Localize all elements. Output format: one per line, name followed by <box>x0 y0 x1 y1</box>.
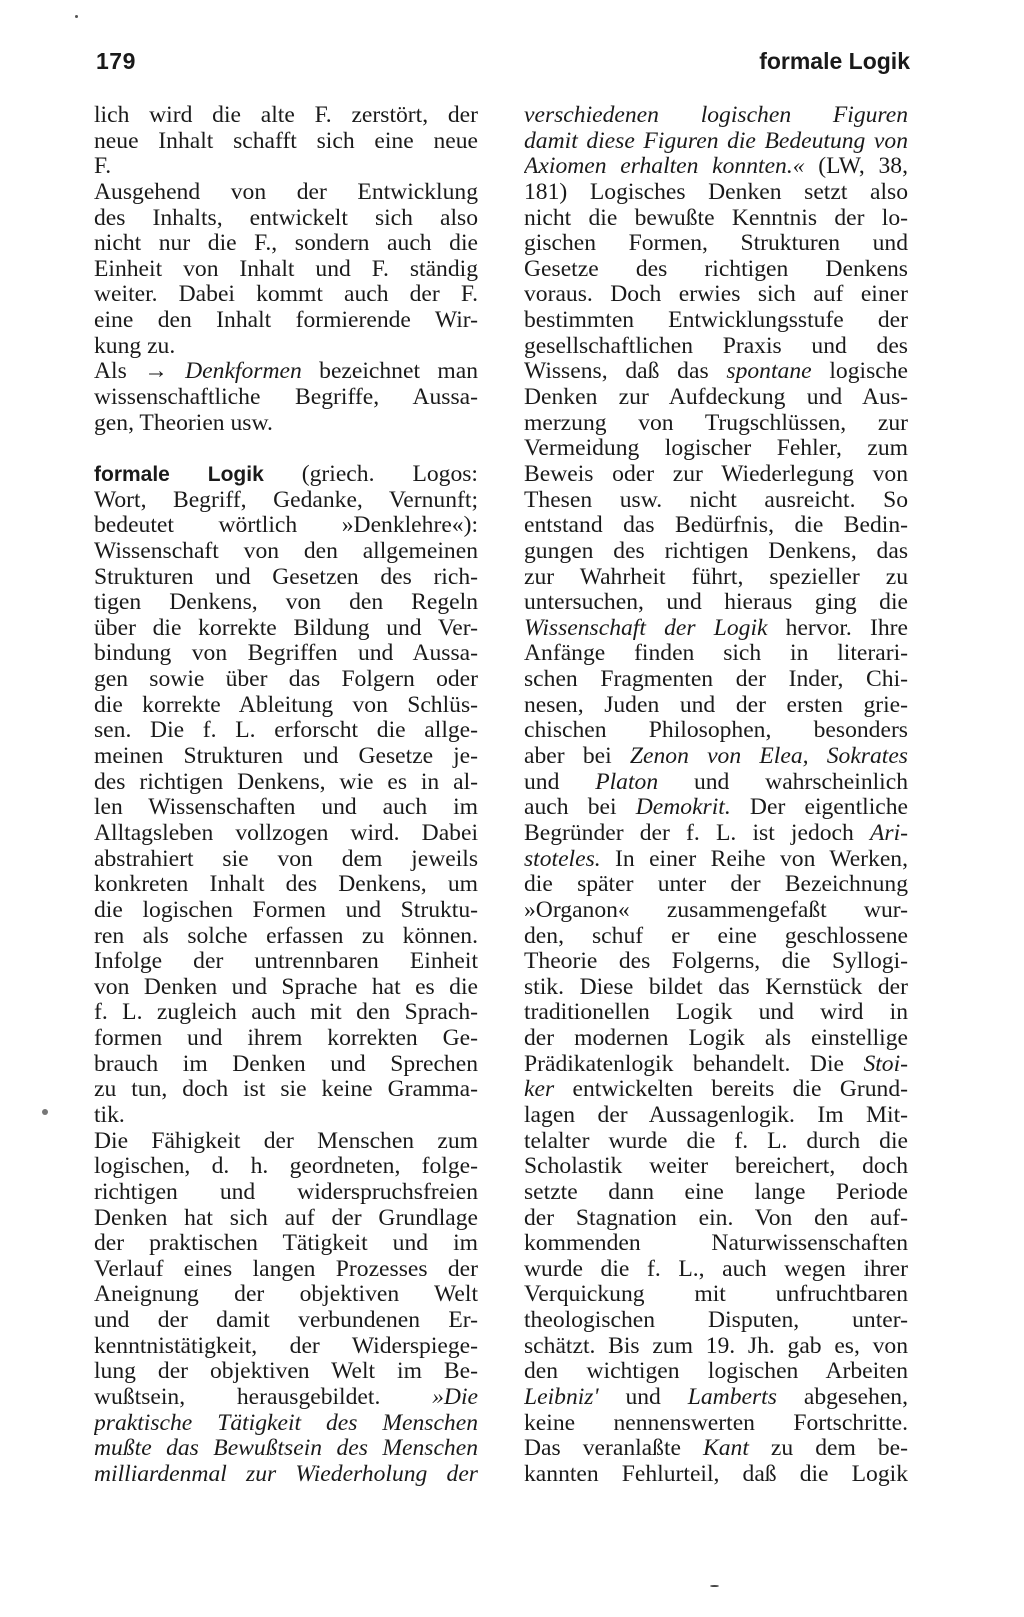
line-text: gesellschaftlichen Praxis und des <box>524 333 908 359</box>
text-line <box>94 1103 478 1129</box>
italic-text: milliardenmal zur Wiederholung der <box>94 1461 478 1487</box>
line-text: Die Fähigkeit der Menschen zum <box>94 1128 478 1154</box>
line-text: logische <box>811 359 908 385</box>
line-text: abgesehen, <box>776 1385 908 1411</box>
text-line <box>94 1052 478 1078</box>
text-line <box>524 1334 908 1360</box>
line-text: Vermeidung logischer Fehler, zum <box>524 436 908 462</box>
text-line <box>94 488 478 514</box>
line-text: »Organon« zusammengefaßt wur- <box>524 897 908 923</box>
line-text: Wort, Begriff, Gedanke, Vernunft; <box>94 487 478 513</box>
line-text: ren als solche erfassen zu können. <box>94 923 478 949</box>
line-text: den wichtigen logischen Arbeiten <box>524 1359 908 1385</box>
text-line <box>524 513 908 539</box>
line-text: Wissens, daß das <box>524 359 727 385</box>
text-line <box>524 1385 908 1411</box>
text-line <box>524 1206 908 1232</box>
text-line <box>524 693 908 719</box>
text-line <box>524 154 908 180</box>
line-text: chischen Philosophen, besonders <box>524 718 908 744</box>
text-line <box>94 693 478 719</box>
line-text: der Stagnation ein. Von den auf- <box>524 1205 908 1231</box>
text-line <box>94 257 478 283</box>
line-text: voraus. Doch erwies sich auf einer <box>524 282 908 308</box>
text-line <box>524 334 908 360</box>
scan-speck <box>42 1109 48 1115</box>
italic-text: Stoi- <box>863 1051 908 1077</box>
line-text: In einer Reihe von Werken, <box>600 846 908 872</box>
text-line <box>524 1180 908 1206</box>
line-text: bindung von Begriffen und Aussa- <box>94 641 478 667</box>
line-text: und wahrscheinlich <box>658 769 908 795</box>
text-line <box>524 1282 908 1308</box>
italic-text: Axiomen erhalten konnten.« <box>524 154 805 180</box>
line-text: aber bei <box>524 744 630 770</box>
line-text: Verquickung mit unfruchtbaren <box>524 1282 908 1308</box>
line-text: nicht die bewußte Kenntnis der lo- <box>524 205 908 231</box>
line-text: wissenschaftliche Begriffe, Aussa- <box>94 385 478 411</box>
italic-text: Platon <box>595 769 659 795</box>
line-text: lich wird die alte F. zerstört, der <box>94 103 478 128</box>
line-text: Alltagsleben vollzogen wird. Dabei <box>94 820 478 846</box>
line-text: und der damit verbundenen Er- <box>94 1308 478 1334</box>
text-line <box>94 821 478 847</box>
line-text: sen. Die f. L. erforscht die allge- <box>94 718 478 744</box>
text-line <box>524 744 908 770</box>
line-text: Als → <box>94 359 186 385</box>
line-text: über die korrekte Bildung und Ver- <box>94 615 478 641</box>
line-text: Verlauf eines langen Prozesses der <box>94 1256 478 1282</box>
text-line <box>94 1462 478 1488</box>
line-text: untersuchen, und hieraus ging die <box>524 590 908 616</box>
text-line <box>524 565 908 591</box>
line-text: traditionellen Logik und wird in <box>524 1000 908 1026</box>
text-line <box>94 282 478 308</box>
line-text: merzung von Trugschlüssen, zur <box>524 410 908 436</box>
text-line <box>524 924 908 950</box>
line-text: bezeichnet man <box>301 359 478 385</box>
italic-text: damit diese Figuren die Bedeutung von <box>524 128 908 154</box>
text-line <box>524 847 908 873</box>
text-line <box>94 1154 478 1180</box>
text-line <box>94 1436 478 1462</box>
text-line <box>524 1436 908 1462</box>
text-line <box>524 667 908 693</box>
text-line <box>524 795 908 821</box>
text-line <box>94 795 478 821</box>
text-line <box>94 1129 478 1155</box>
line-text: des Inhalts, entwickelt sich also <box>94 205 478 231</box>
italic-text: verschiedenen logischen Figuren <box>524 103 908 128</box>
line-text: kung zu. <box>94 332 176 359</box>
line-text: Wissenschaft von den allgemeinen <box>94 538 478 564</box>
line-text: gungen des richtigen Denkens, das <box>524 538 908 564</box>
text-line <box>524 975 908 1001</box>
text-line <box>94 616 478 642</box>
line-text: und <box>598 1385 688 1411</box>
line-text: wurde die f. L., auch wegen ihrer <box>524 1256 908 1282</box>
line-text: entstand das Bedürfnis, die Bedin- <box>524 513 908 539</box>
line-text: Der eigentliche <box>730 795 908 821</box>
text-line <box>94 1334 478 1360</box>
line-text: der modernen Logik als einstellige <box>524 1026 908 1052</box>
line-text: wußtsein, herausgebildet. <box>94 1385 433 1411</box>
line-text: konkreten Inhalt des Denkens, um <box>94 872 478 898</box>
line-text: gen, Theorien usw. <box>94 409 273 436</box>
text-line <box>94 1359 478 1385</box>
line-text: und <box>524 769 596 795</box>
line-text: der praktischen Tätigkeit und im <box>94 1231 478 1257</box>
line-text: len Wissenschaften und auch im <box>94 795 478 821</box>
line-text: die korrekte Ableitung von Schlüs- <box>94 692 478 718</box>
text-line <box>524 770 908 796</box>
italic-text: stoteles. <box>524 846 601 872</box>
text-line <box>94 1180 478 1206</box>
line-text: zu dem be- <box>748 1436 908 1462</box>
text-line <box>94 513 478 539</box>
line-text: abstrahiert sie von dem jeweils <box>94 846 478 872</box>
text-line <box>94 385 478 411</box>
line-text: brauch im Denken und Sprechen <box>94 1051 478 1077</box>
text-line <box>94 565 478 591</box>
line-text: zur Wahrheit führt, spezieller zu <box>524 564 908 590</box>
italic-text: Wissenschaft der Logik <box>524 615 768 641</box>
text-line <box>524 1052 908 1078</box>
text-line <box>94 103 478 129</box>
line-text: entwickelten bereits die Grund- <box>554 1077 908 1103</box>
line-text: die logischen Formen und Struktu- <box>94 897 478 923</box>
line-text: bedeutet wörtlich »Denklehre«): <box>94 513 478 539</box>
line-text: keine nennenswerten Fortschritte. <box>524 1410 908 1436</box>
text-line <box>524 821 908 847</box>
line-text: eine den Inhalt formierende Wir- <box>94 308 478 334</box>
text-line <box>524 1000 908 1026</box>
text-line <box>524 436 908 462</box>
text-line <box>94 334 478 360</box>
line-text: Infolge der untrennbaren Einheit <box>94 949 478 975</box>
left-column <box>94 103 478 1488</box>
text-line <box>524 385 908 411</box>
line-text: lagen der Aussagenlogik. Im Mit- <box>524 1102 908 1128</box>
text-line <box>524 1026 908 1052</box>
text-line <box>524 308 908 334</box>
scan-speck <box>75 15 78 18</box>
line-text: lung der objektiven Welt im Be- <box>94 1359 478 1385</box>
text-line <box>94 1000 478 1026</box>
line-text: theologischen Disputen, unter- <box>524 1308 908 1334</box>
italic-text: praktische Tätigkeit des Menschen <box>94 1410 478 1436</box>
text-line <box>94 1411 478 1437</box>
line-text: Einheit von Inhalt und F. ständig <box>94 256 478 282</box>
text-line <box>524 129 908 155</box>
line-text: von Denken und Sprache hat es die <box>94 974 478 1000</box>
running-head: formale Logik <box>759 48 910 74</box>
text-line <box>94 744 478 770</box>
right-column <box>524 103 908 1488</box>
italic-text: Leibniz' <box>524 1385 599 1411</box>
line-text: telalter wurde die f. L. durch die <box>524 1128 908 1154</box>
italic-text: spontane <box>726 359 812 385</box>
italic-text: mußte das Bewußtsein des Menschen <box>94 1436 478 1462</box>
line-text: Aneignung der objektiven Welt <box>94 1282 478 1308</box>
text-line <box>524 359 908 385</box>
text-line <box>524 616 908 642</box>
line-text: Strukturen und Gesetzen des rich- <box>94 564 478 590</box>
italic-text: Lamberts <box>687 1385 777 1411</box>
line-text: bestimmten Entwicklungsstufe der <box>524 308 908 334</box>
line-text: weiter. Dabei kommt auch der F. <box>94 282 478 308</box>
text-line <box>94 898 478 924</box>
line-text: Das veranlaßte <box>524 1436 703 1462</box>
text-line <box>94 872 478 898</box>
text-line <box>94 308 478 334</box>
text-line <box>524 462 908 488</box>
line-text: Scholastik weiter bereichert, doch <box>524 1154 908 1180</box>
text-line <box>524 949 908 975</box>
text-line <box>94 1026 478 1052</box>
italic-text: Ari- <box>869 820 908 846</box>
page-header <box>96 48 910 88</box>
text-line <box>524 1462 908 1488</box>
line-text: hervor. Ihre <box>767 615 908 641</box>
scan-speck <box>710 1585 719 1587</box>
text-line <box>524 590 908 616</box>
text-line <box>524 1103 908 1129</box>
text-line <box>94 231 478 257</box>
text-line <box>94 770 478 796</box>
text-line <box>94 154 478 180</box>
line-text: Prädikatenlogik behandelt. Die <box>524 1051 864 1077</box>
line-text: Thesen usw. nicht ausreicht. So <box>524 487 908 513</box>
line-text: tik. <box>94 1101 125 1128</box>
page-number: 179 <box>96 48 136 74</box>
text-line <box>94 718 478 744</box>
line-text: (griech. Logos: <box>263 461 478 487</box>
text-line <box>524 180 908 206</box>
line-text: kommenden Naturwissenschaften <box>524 1231 908 1257</box>
line-text: Beweis oder zur Wiederlegung von <box>524 461 908 487</box>
line-text: schen Fragmenten der Inder, Chi- <box>524 667 908 693</box>
italic-text: Zenon von Elea, Sokrates <box>629 744 908 770</box>
text-line <box>94 847 478 873</box>
text-line <box>94 411 478 437</box>
line-text: Begründer der f. L. ist jedoch <box>524 820 870 846</box>
text-line <box>524 257 908 283</box>
italic-text: Demokrit. <box>635 795 731 821</box>
line-text: richtigen und widerspruchsfreien <box>94 1179 478 1205</box>
text-line <box>524 1411 908 1437</box>
text-line <box>94 180 478 206</box>
paragraph-gap <box>94 436 478 462</box>
text-line <box>524 411 908 437</box>
italic-text: »Die <box>432 1385 478 1411</box>
line-text: gen sowie über das Folgern oder <box>94 667 478 693</box>
line-text: nesen, Juden und der ersten grie- <box>524 692 908 718</box>
text-line <box>94 462 478 488</box>
text-line <box>94 975 478 1001</box>
text-line <box>94 1231 478 1257</box>
text-line <box>524 641 908 667</box>
text-line <box>524 1308 908 1334</box>
line-text: Anfänge finden sich in literari- <box>524 641 908 667</box>
text-line <box>524 539 908 565</box>
text-line <box>524 1129 908 1155</box>
text-line <box>524 1231 908 1257</box>
text-line <box>524 103 908 129</box>
text-line <box>524 718 908 744</box>
line-text: 181) Logisches Denken setzt also <box>524 179 908 205</box>
text-line <box>94 539 478 565</box>
line-text: Denken zur Aufdeckung und Aus- <box>524 385 908 411</box>
text-line <box>94 1282 478 1308</box>
text-line <box>94 129 478 155</box>
text-line <box>94 667 478 693</box>
text-line <box>524 1154 908 1180</box>
line-text: gischen Formen, Strukturen und <box>524 231 908 257</box>
text-line <box>94 1257 478 1283</box>
italic-text: ker <box>524 1077 555 1103</box>
text-line <box>94 949 478 975</box>
text-line <box>524 872 908 898</box>
line-text: neue Inhalt schafft sich eine neue <box>94 128 478 154</box>
line-text: nicht nur die F., sondern auch die <box>94 231 478 257</box>
line-text: des richtigen Denkens, wie es in al- <box>94 769 478 795</box>
text-line <box>524 898 908 924</box>
line-text: stik. Diese bildet das Kernstück der <box>524 974 908 1000</box>
line-text: Theorie des Folgerns, die Syllogi- <box>524 949 908 975</box>
text-line <box>524 488 908 514</box>
text-line <box>94 1077 478 1103</box>
text-line <box>94 590 478 616</box>
text-line <box>94 924 478 950</box>
text-line <box>94 1385 478 1411</box>
line-text: kannten Fehlurteil, daß die Logik <box>524 1461 908 1487</box>
line-text: schätzt. Bis zum 19. Jh. gab es, von <box>524 1333 908 1359</box>
line-text: zu tun, doch ist sie keine Gramma- <box>94 1077 478 1103</box>
text-line <box>94 1308 478 1334</box>
italic-text: Kant <box>703 1436 749 1462</box>
line-text: formen und ihrem korrekten Ge- <box>94 1026 478 1052</box>
text-line <box>94 359 478 385</box>
line-text: f. L. zugleich auch mit den Sprach- <box>94 1000 478 1026</box>
entry-headword: formale Logik <box>94 462 264 486</box>
text-line <box>524 1257 908 1283</box>
line-text: F. <box>94 153 112 180</box>
line-text: auch bei <box>524 795 636 821</box>
text-line <box>524 206 908 232</box>
line-text: tigen Denkens, von den Regeln <box>94 590 478 616</box>
text-line <box>524 231 908 257</box>
line-text: (LW, 38, <box>804 154 908 180</box>
line-text: die später unter der Bezeichnung <box>524 872 908 898</box>
text-line <box>524 282 908 308</box>
line-text: meinen Strukturen und Gesetze je- <box>94 744 478 770</box>
line-text: Gesetze des richtigen Denkens <box>524 256 908 282</box>
line-text: kenntnistätigkeit, der Widerspiege- <box>94 1333 478 1359</box>
line-text: den, schuf er eine geschlossene <box>524 923 908 949</box>
text-line <box>524 1077 908 1103</box>
text-line <box>94 206 478 232</box>
italic-text: Denkformen <box>185 359 302 385</box>
text-line <box>524 1359 908 1385</box>
line-text: Denken hat sich auf der Grundlage <box>94 1205 478 1231</box>
line-text: setzte dann eine lange Periode <box>524 1179 908 1205</box>
text-line <box>94 641 478 667</box>
line-text: Ausgehend von der Entwicklung <box>94 179 478 205</box>
text-line <box>94 1206 478 1232</box>
line-text: logischen, d. h. geordneten, folge- <box>94 1154 478 1180</box>
